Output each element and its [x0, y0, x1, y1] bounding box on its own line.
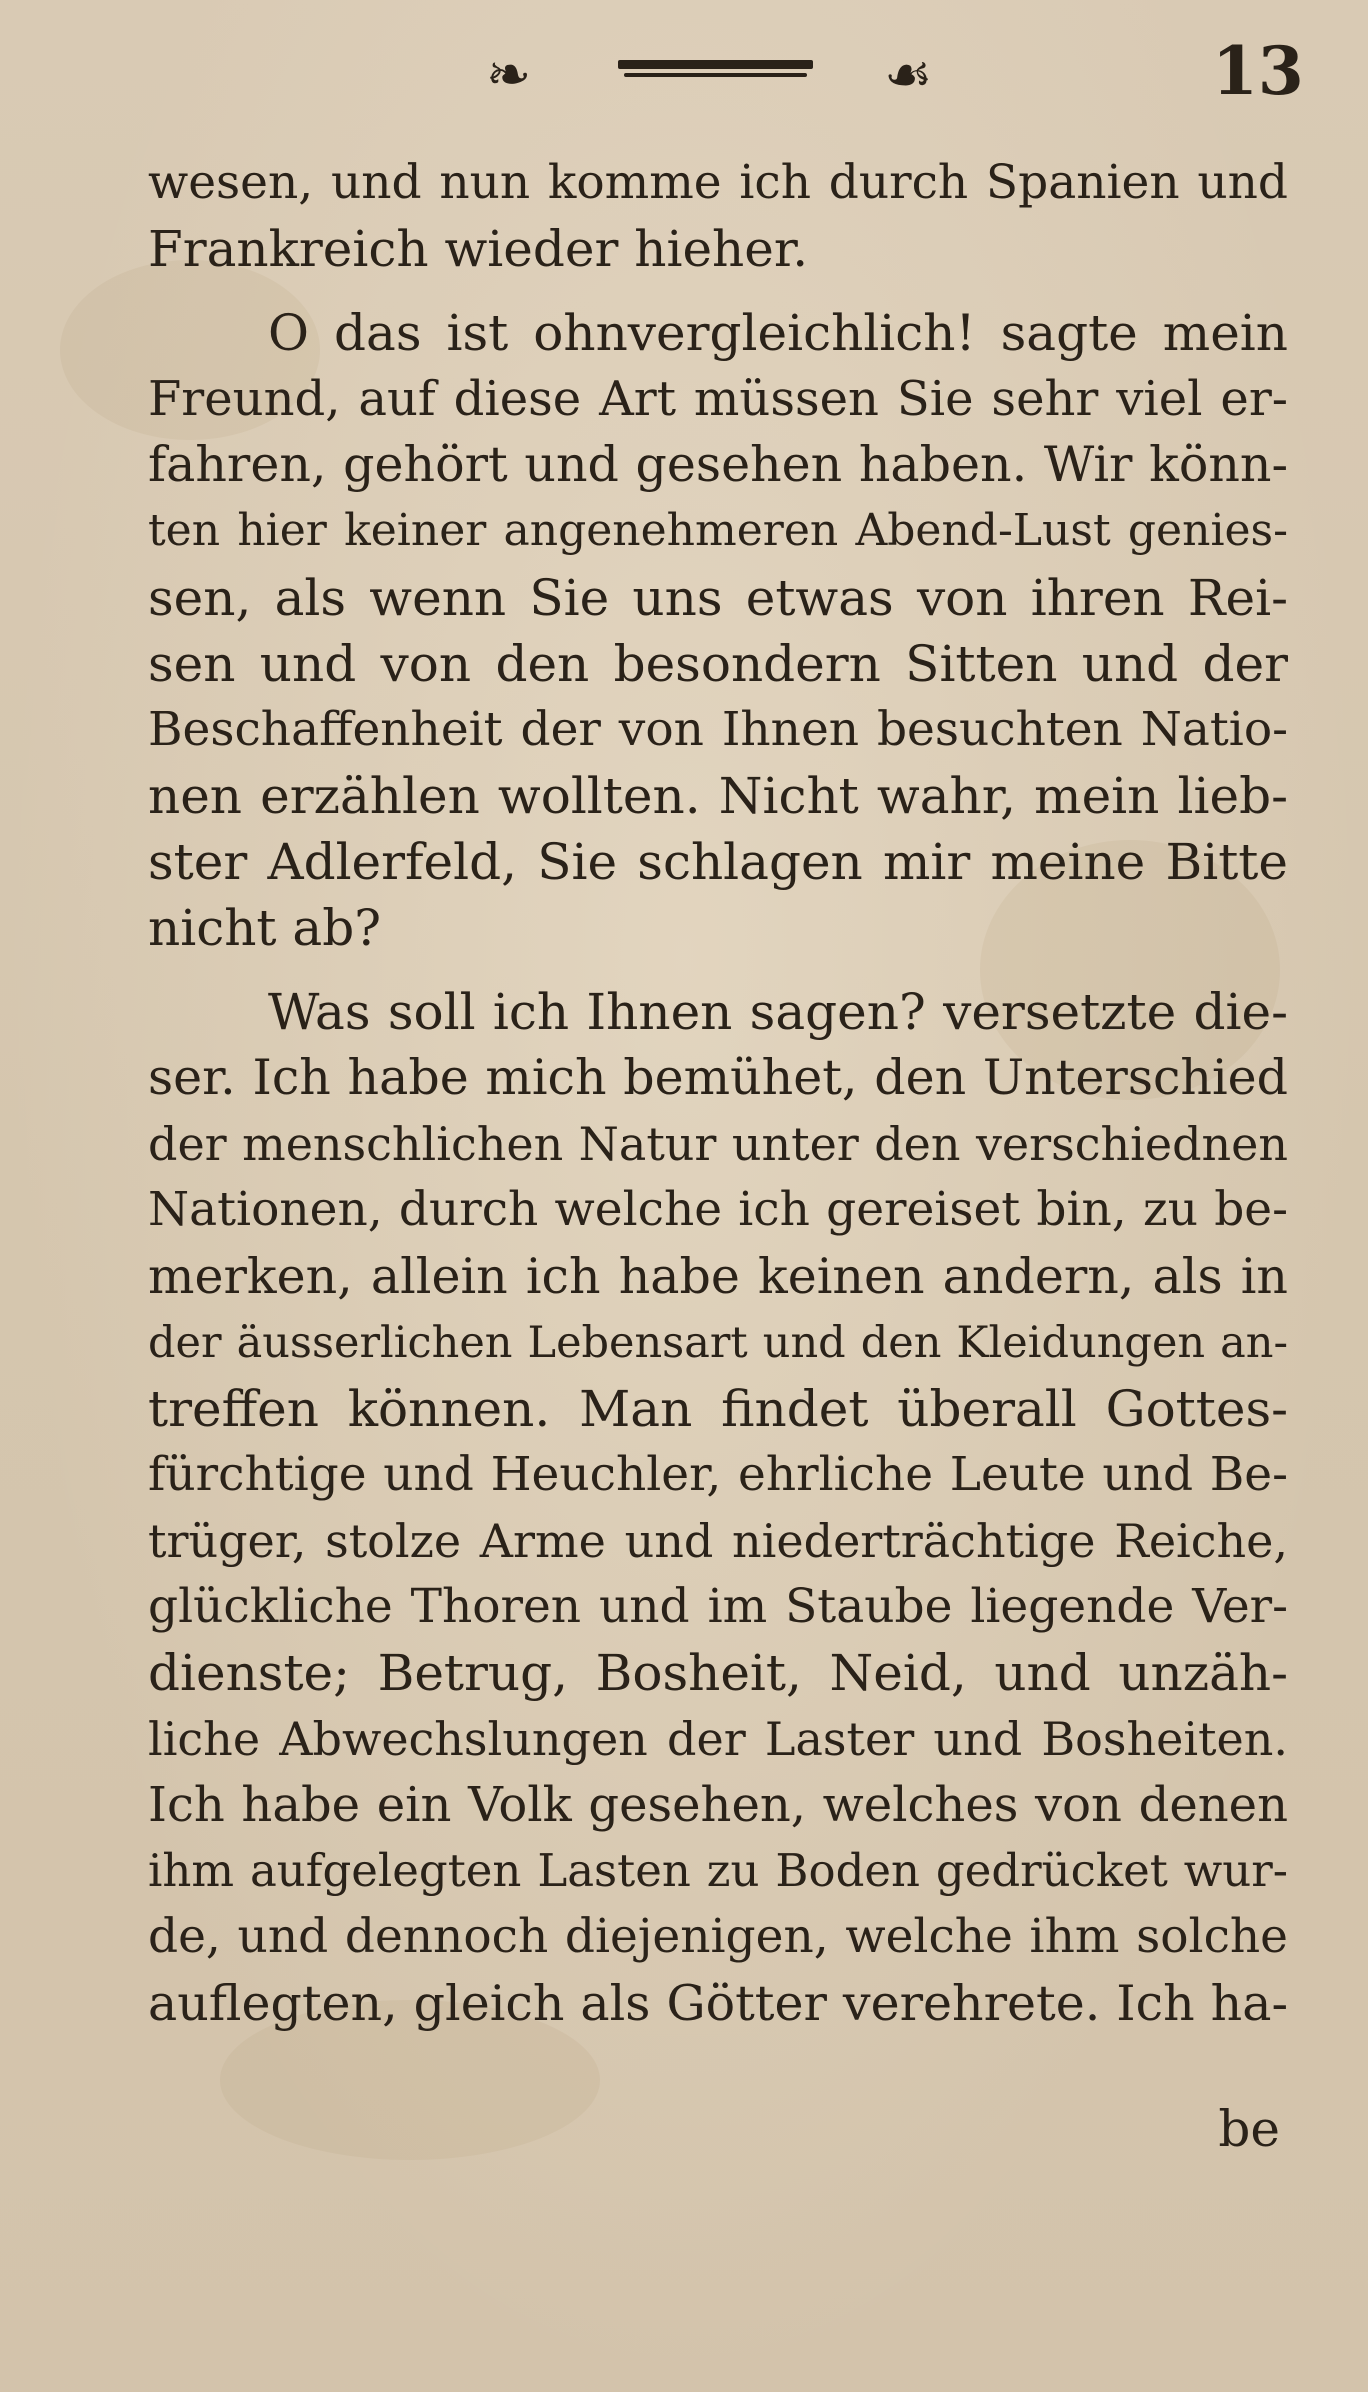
text-line: nicht ab?: [148, 899, 382, 958]
text-line: Ich habe ein Volk gesehen, welches von denen: [148, 1777, 1288, 1834]
text-line: fahren, gehört und gesehen haben. Wir könn-: [148, 436, 1288, 494]
text-line: O das ist ohnvergleichlich! sagte mein: [268, 304, 1288, 363]
text-line: Was soll ich Ihnen sagen? versetzte die-: [268, 983, 1288, 1042]
text-line: treffen können. Man findet überall Gottes-: [148, 1379, 1288, 1438]
text-line: auflegten, gleich als Götter verehrete. Ich ha-: [148, 1974, 1288, 2032]
page-number: 13: [1212, 32, 1304, 110]
text-line: ster Adlerfeld, Sie schlagen mir meine Bitte: [148, 832, 1288, 891]
text-line: sen und von den besondern Sitten und der: [148, 634, 1288, 693]
running-header: [0, 18, 1368, 128]
text-line: liche Abwechslungen der Laster und Bosheiten.: [148, 1712, 1288, 1767]
header-rule: [618, 60, 813, 80]
text-line: merken, allein ich habe keinen andern, als in: [148, 1247, 1288, 1305]
text-line: der menschlichen Natur unter den verschiednen: [148, 1117, 1288, 1172]
text-line: fürchtige und Heuchler, ehrliche Leute und Be-: [148, 1446, 1288, 1502]
text-line: Nationen, durch welche ich gereiset bin, zu be-: [148, 1182, 1288, 1238]
text-line: glückliche Thoren und im Staube liegende Ver-: [148, 1578, 1288, 1634]
text-line: Frankreich wieder hieher.: [148, 220, 809, 279]
fleuron-right-icon: ☙: [884, 43, 933, 106]
catchword: be: [1218, 2100, 1280, 2158]
text-line: dienste; Betrug, Bosheit, Neid, und unzäh-: [148, 1644, 1288, 1703]
text-line: ten hier keiner angenehmeren Abend-Lust genies-: [148, 505, 1288, 557]
text-line: wesen, und nun komme ich durch Spanien und: [148, 155, 1288, 210]
text-line: der äusserlichen Lebensart und den Kleidungen an-: [148, 1317, 1288, 1368]
body-text: [148, 150, 1288, 2037]
fleuron-left-icon: ❧: [486, 43, 532, 106]
text-line: de, und dennoch diejenigen, welche ihm solche: [148, 1909, 1288, 1965]
text-line: Freund, auf diese Art müssen Sie sehr viel er-: [148, 371, 1288, 428]
text-line: Beschaffenheit der von Ihnen besuchten Natio-: [148, 701, 1288, 757]
text-line: ser. Ich habe mich bemühet, den Unterschied: [148, 1049, 1288, 1107]
text-line: nen erzählen wollten. Nicht wahr, mein lieb-: [148, 766, 1288, 825]
text-line: trüger, stolze Arme und niederträchtige Reiche,: [148, 1513, 1288, 1568]
text-line: ihm aufgelegten Lasten zu Boden gedrücket wur-: [148, 1844, 1288, 1898]
text-line: sen, als wenn Sie uns etwas von ihren Rei-: [148, 568, 1288, 627]
